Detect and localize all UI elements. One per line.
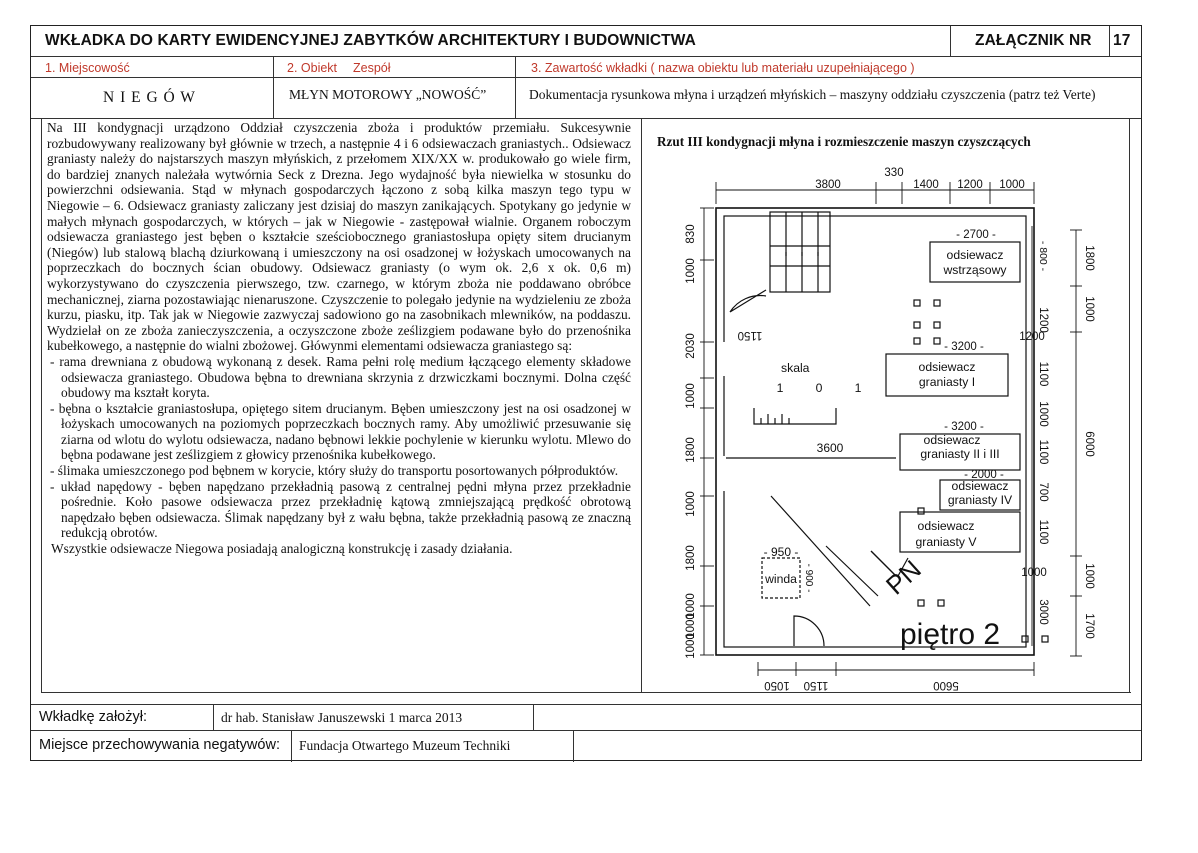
dim-2700: - 2700 - (956, 229, 996, 241)
attachment-number: 17 (1113, 32, 1131, 49)
scale-tick-0: 0 (815, 381, 823, 395)
dim-right-800: - 800 - (1037, 240, 1049, 272)
dim-right-1100a: 1100 (1037, 361, 1049, 387)
dim-outer-6000: 6000 (1083, 431, 1095, 457)
dim-left-1000d: 1000 (685, 593, 697, 619)
dim-900: - 900 - (803, 563, 814, 593)
dim-right-1200b: 1200 (1019, 331, 1045, 343)
scale-tick-2: 1 (854, 381, 862, 395)
dim-3600: 3600 (816, 441, 844, 455)
scale-label: skala (781, 361, 810, 375)
dim-top-3800: 3800 (815, 179, 841, 191)
field-2-label: 2. Obiekt (287, 61, 338, 75)
dim-3200b: - 3200 - (944, 421, 984, 433)
founder-value: dr hab. Stanisław Januszewski 1 marca 2013 (221, 710, 463, 725)
machine-1-label-1: odsiewacz (918, 360, 976, 374)
founder-label: Wkładkę założył: (39, 709, 147, 725)
drawing-title: Rzut III kondygnacji młyna i rozmieszczenie maszyn czyszczących (657, 134, 1031, 149)
machine-5-label-1: odsiewacz (917, 519, 975, 533)
document-title: WKŁADKA DO KARTY EWIDENCYJNEJ ZABYTKÓW ARCHITEKTURY I BUDOWNICTWA (45, 32, 696, 49)
machine-wstrzasowy-label-2: wstrząsowy (943, 263, 1007, 277)
machine-wstrzasowy-label-1: odsiewacz (946, 248, 1004, 262)
dim-left-1000c: 1000 (685, 491, 697, 517)
dim-right-1000b: 1000 (1021, 567, 1047, 579)
attachment-label: ZAŁĄCZNIK NR (975, 32, 1092, 49)
closing-paragraph: Wszystkie odsiewacze Niegowa posiadają analogiczną konstrukcję i zasady działania. (51, 541, 513, 557)
dim-bottom-5600: 5600 (933, 679, 959, 691)
machine-4-label-1: odsiewacz (951, 479, 1009, 493)
dim-right-1200a: 1200 (1037, 307, 1049, 333)
dim-bottom-1050: 1050 (764, 679, 790, 691)
dim-top-1000: 1000 (999, 179, 1025, 191)
dim-left-1000f: 1000 (685, 633, 697, 659)
dim-bottom-1150: 1150 (803, 679, 829, 691)
dim-left-1800a: 1800 (685, 437, 697, 463)
dim-right-1100b: 1100 (1037, 439, 1049, 465)
dim-top-1400: 1400 (913, 179, 939, 191)
dim-left-1000e: 1000 (685, 613, 697, 639)
dim-2000: - 2000 - (964, 469, 1004, 481)
field-1-value: N I E G Ó W (103, 89, 196, 106)
dim-950: - 950 - (763, 545, 799, 559)
dim-left-1000a: 1000 (685, 258, 697, 284)
scale-tick-1: 1 (776, 381, 784, 395)
description-text (47, 120, 631, 557)
dim-outer-1700: 1700 (1083, 613, 1095, 639)
dim-door-1150: 1150 (737, 329, 763, 341)
bullet-drum: - bębna o kształcie graniastosłupa, opiętego sitem drucianym. Bęben umieszczony jest na osi osadzonej w łożyskach umocowanych na poziomych poprzeczkach bocznych ramy. Aby umożliwić przesuwanie się ziarna od wlotu do wylotu odsiewacza, nadano bębnowi lekkie pochylenie w kierunku wylotu. Mlewo do bębna podawane jest ześlizgiem z głowicy przenośnika kubełkowego. (50, 400, 631, 463)
dim-3200a: - 3200 - (944, 341, 984, 353)
dim-left-830: 830 (685, 224, 697, 244)
machine-2-label-2: graniasty II i III (920, 447, 1000, 461)
dim-top-330: 330 (884, 167, 904, 179)
dim-right-700: 700 (1037, 482, 1049, 502)
bullet-frame: - rama drewniana z obudową wykonaną z desek. Rama pełni rolę medium łączącego elementy składowe odsiewacza graniastego. Obudowa bębna to drewniana skrzynia z drzwiczkami bocznymi. Dolna część obudowy ma kształt koryta. (50, 353, 631, 401)
machine-1-label-2: graniasty I (918, 375, 976, 389)
dim-outer-1800: 1800 (1083, 245, 1095, 271)
dim-right-1000a: 1000 (1037, 401, 1049, 427)
storage-value: Fundacja Otwartego Muzeum Techniki (299, 738, 511, 753)
dim-left-2030: 2030 (685, 333, 697, 359)
dim-right-1100c: 1100 (1037, 519, 1049, 545)
field-3-value: Dokumentacja rysunkowa młyna i urządzeń młyńskich – maszyny oddziału czyszczenia (patrz też Verte) (529, 87, 1096, 102)
dim-left-1000b: 1000 (685, 383, 697, 409)
bullet-drive: - układ napędowy - bęben napędzano przekładnią pasową z centralnej pędni młyna przez przekładnie pośrednie. Koło pasowe odsiewacza przez przekładnię kątową zmniejszającą prędkość obrotową napędzało bęben odsiewacza. Ślimak napędzany był z wału bębna, także przekładnią pasową ze znaczną redukcją obrotów. (50, 478, 631, 541)
dim-outer-1000a: 1000 (1083, 296, 1095, 322)
intro-paragraph: Na III kondygnacji urządzono Oddział czyszczenia zboża i produktów przemiału. Sukcesywnie rozbudowywany realizowany był głównie w trzech, a następnie 4 i 6 odsiewaczach graniastych.. Odsiewacz graniasty należy do najstarszych maszyn młyńskich, z przełomem XIX/XX w. produkowało go wiele firm, do bardziej znanych należała wytwórnia Seck z Drezna. Jego wydajność była niewielka w stosunku do powierzchni odsiewania. Stąd w młynach gospodarczych łączono z sobą kilka maszyn tego typu w Niegowie – 6. Odsiewacz graniasty zaliczany jest dzisiaj do maszyn zanikających. Spotykany go jedynie w małych młynach gospodarczych, w których – jak w Niegowie - zastępował wialnie. Organem roboczym odsiewacza graniastego jest bęben o kształcie sześciobocznego graniastosłupa opięty sitem drucianym (Niegów) lub stalową blachą dziurkowaną i umieszczony na osi osadzonej w łożyskach umocowanych na poprzeczkach do bocznych ścian obudowy. Odsiewacz graniasty (o wym ok. 2,6 x ok. 0,6 m) wykorzystywano do czyszczenia pierwszego, tzw. czarnego, w którym zboża nie poddawano obróbce mechanicznej, ziarna pozostawiając nienaruszone. Czyszczenie to polegało jedynie na wydzieleniu ze zboża kurzu, piasku, itp. Tak jak w Niegowie zazwyczaj sadowiono go na zasobnikach mlewników, na poddaszu. Wydzielał on ze zboża zanieczyszczenia, a oczyszczone zboże ześlizgiem podawane było do przenośnika kubełkowego, a następnie do wialni zbożowej. Główynmi elementami odsiewacza graniastego są: (47, 120, 631, 354)
dim-left-1800b: 1800 (685, 545, 697, 571)
dim-right-3000: 3000 (1037, 599, 1049, 625)
field-1-label: 1. Miejscowość (45, 61, 130, 75)
dim-top-1200: 1200 (957, 179, 983, 191)
floor-plan (646, 146, 1126, 706)
field-2-value: MŁYN MOTOROWY „NOWOŚĆ” (289, 87, 487, 102)
machine-5-label-2: graniasty V (915, 535, 977, 549)
document-sheet (30, 25, 1142, 761)
bullet-screw: - ślimaka umieszczonego pod bębnem w korycie, który służy do transportu posortowanych półproduktów. (50, 463, 619, 479)
floor-label: piętro 2 (900, 618, 1001, 651)
pn-label: PN (879, 553, 927, 601)
storage-label: Miejsce przechowywania negatywów: (39, 737, 280, 753)
dim-outer-1000b: 1000 (1083, 563, 1095, 589)
field-2-extra: Zespół (353, 61, 391, 75)
winda-label: winda (765, 572, 797, 586)
field-3-label: 3. Zawartość wkładki ( nazwa obiektu lub materiału uzupełniającego ) (531, 61, 915, 75)
machine-4-label-2: graniasty IV (947, 493, 1013, 507)
machine-2-label-1: odsiewacz (923, 433, 981, 447)
